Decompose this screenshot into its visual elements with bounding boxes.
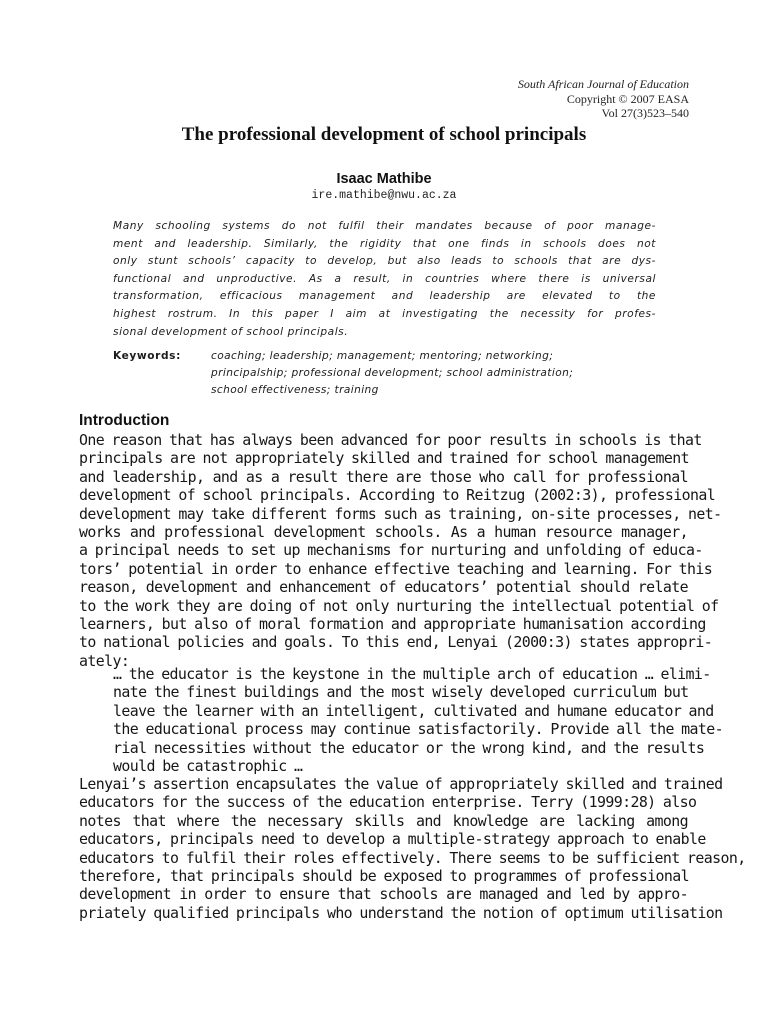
- abstract-line: highest rostrum. In this paper I aim at investigating the necessity for profes-: [113, 307, 656, 320]
- text-line: educators for the success of the education enterprise. Terry (1999:28) also: [79, 793, 697, 812]
- block-quote: [113, 665, 724, 776]
- text-line: to the work they are doing of not only nurturing the intellectual potential of: [79, 596, 719, 615]
- text-line: ately:: [79, 651, 130, 670]
- copyright-line: Copyright © 2007 EASA: [566, 91, 689, 106]
- abstract-line: sional development of school principals.: [113, 325, 349, 338]
- abstract-line: only stunt schools’ capacity to develop, but also leads to schools that are dys-: [113, 255, 656, 268]
- text-line: principals are not appropriately skilled and trained for school management: [79, 449, 690, 468]
- text-line: and leadership, and as a result there are those who call for professional: [79, 467, 688, 486]
- keywords-list: [211, 348, 656, 400]
- volume-line: Vol 27(3)523–540: [601, 106, 689, 120]
- text-line: development in order to ensure that schools are managed and led by appro-: [79, 885, 688, 904]
- quote-line: nate the finest buildings and the most wisely developed curriculum but: [113, 683, 689, 702]
- journal-name: South African Journal of Education: [517, 77, 689, 91]
- text-line: works and professional development schools. As a human resource manager,: [79, 523, 688, 542]
- text-line: learners, but also of moral formation and appropriate humanisation according: [79, 615, 706, 634]
- quote-line: … the educator is the keystone in the multiple arch of education … elimi-: [113, 665, 711, 683]
- text-line: notes that where the necessary skills and knowledge are lacking among: [79, 811, 688, 830]
- keywords-label: Keywords:: [113, 350, 181, 362]
- text-line: to national policies and goals. To this end, Lenyai (2000:3) states appropri-: [79, 633, 713, 652]
- text-line: educators to fulfil their roles effectively. There seems to be sufficient reason,: [79, 848, 746, 867]
- text-line: therefore, that principals should be exposed to programmes of professional: [79, 867, 690, 886]
- section-heading-introduction: Introduction: [79, 412, 170, 429]
- abstract-line: functional and unproductive. As a result, in countries where there is universal: [113, 272, 656, 285]
- author-name: Isaac Mathibe: [336, 171, 432, 187]
- quote-line: would be catastrophic …: [113, 757, 303, 776]
- abstract-line: ment and leadership. Similarly, the rigidity that one finds in schools does not: [113, 237, 656, 250]
- text-line: reason, development and enhancement of educators’ potential should relate: [79, 578, 688, 597]
- text-line: priately qualified principals who understand the notion of optimum utilisation: [79, 903, 723, 922]
- text-line: development of school principals. According to Reitzug (2002:3), professional: [79, 486, 716, 505]
- paper-title: The professional development of school principals: [181, 124, 587, 145]
- text-line: tors’ potential in order to enhance effective teaching and learning. For this: [79, 559, 713, 578]
- text-line: development may take different forms such as training, on-site processes, net-: [79, 504, 722, 523]
- quote-line: leave the learner with an intelligent, cultivated and humane educator and: [113, 701, 714, 720]
- quote-line: the educational process may continue satisfactorily. Provide all the mate-: [113, 720, 724, 739]
- text-line: educators, principals need to develop a multiple-strategy approach to enable: [79, 830, 706, 849]
- keywords-line: school effectiveness; training: [211, 384, 379, 397]
- text-line: One reason that has always been advanced for poor results in schools is that: [79, 431, 702, 449]
- abstract-line: Many schooling systems do not fulfil their mandates because of poor manage-: [113, 220, 656, 232]
- introduction-paragraph-1: [79, 431, 722, 670]
- text-line: a principal needs to set up mechanisms for nurturing and unfolding of educa-: [79, 541, 703, 560]
- abstract: [113, 218, 656, 341]
- introduction-paragraph-2: [79, 775, 746, 922]
- keywords-line: coaching; leadership; management; mentoring; networking;: [211, 350, 554, 362]
- abstract-line: transformation, efficacious management and leadership are elevated to the: [113, 290, 656, 303]
- journal-header: [518, 77, 689, 121]
- author-email[interactable]: ire.mathibe@nwu.ac.za: [311, 189, 457, 202]
- quote-line: rial necessities without the educator or the wrong kind, and the results: [113, 738, 705, 757]
- keywords-line: principalship; professional development; school administration;: [211, 367, 574, 380]
- text-line: Lenyai’s assertion encapsulates the value of appropriately skilled and trained: [79, 775, 723, 793]
